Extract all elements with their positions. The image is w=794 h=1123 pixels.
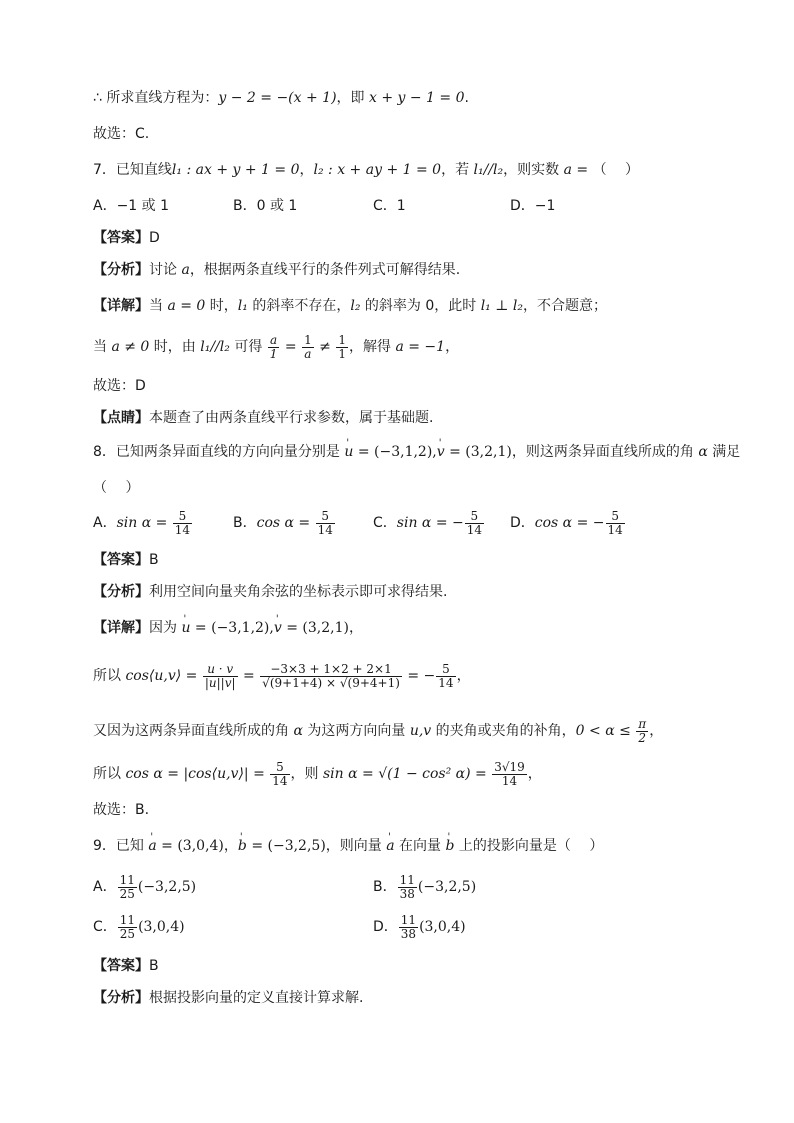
q8-stem: 8．已知两条异面直线的方向向量分别是 ' u = (−3,1,2),' v = (3,2,1)，则这两条异面直线所成的角 α 满足 — [93, 442, 740, 462]
q8-angle-line: 又因为这两条异面直线所成的角 α 为这两方向向量 u,v 的夹角或夹角的补角，0 < α ≤ $\frac{\pi}{2}$ ， — [93, 716, 664, 745]
q8-option-a[interactable]: A．sin α = $\frac{5}{14}$ — [93, 508, 191, 537]
q8-analysis: 【分析】利用空间向量夹角余弦的坐标表示即可求得结果. — [93, 584, 448, 600]
q7-analysis: 【分析】讨论 a，根据两条直线平行的条件列式可解得结果. — [93, 262, 461, 278]
q9-stem: 9．已知 ' a = (3,0,4)，' b = (−3,2,5)，则向量 ' a 在向量 ' b 上的投影向量是（ ） — [93, 836, 603, 856]
q8-select: 故选：B. — [93, 802, 150, 818]
select-line: 故选：C. — [93, 126, 150, 142]
q8-cos-calc: 所以 cos⟨u,v⟩ = $\frac{u \cdot v}{|u||v|}$ = $\frac{-3\times 3 + 1\times 2 + 2\times 1}{√(9+1+4) \times √(9+4+1)}$ = − $\frac{5}{14}$ ， — [93, 661, 471, 690]
q8-option-c[interactable]: C．sin α = − $\frac{5}{14}$ — [373, 508, 483, 537]
q7-case2: 当 a ≠ 0 时，由 l₁//l₂ 可得 $\frac{a}{1}$ = $\frac{1}{a}$ ≠ $\frac{1}{1}$ ，解得 a = −1， — [93, 332, 460, 361]
q9-option-c[interactable]: C． $\frac{11}{25}$ (3,0,4) — [93, 912, 185, 941]
q8-paren: （ ） — [93, 480, 140, 496]
q7-note: 【点睛】本题查了由两条直线平行求参数，属于基础题. — [93, 410, 434, 426]
q8-option-d[interactable]: D．cos α = − $\frac{5}{14}$ — [510, 508, 623, 537]
q8-option-b[interactable]: B．cos α = $\frac{5}{14}$ — [233, 508, 333, 537]
q7-option-c[interactable]: C．1 — [373, 198, 406, 214]
q8-answer: 【答案】B — [93, 552, 159, 568]
q7-option-b[interactable]: B．0 或 1 — [233, 198, 298, 214]
q7-detail: 【详解】当 a = 0 时，l₁ 的斜率不存在，l₂ 的斜率为 0，此时 l₁ ⊥ l₂，不合题意； — [93, 298, 607, 314]
q7-select: 故选：D — [93, 378, 146, 394]
q9-answer: 【答案】B — [93, 958, 159, 974]
q7-option-d[interactable]: D．−1 — [510, 198, 556, 214]
q9-option-b[interactable]: B． $\frac{11}{38}$ (−3,2,5) — [373, 872, 477, 901]
q9-option-a[interactable]: A． $\frac{11}{25}$ (−3,2,5) — [93, 872, 197, 901]
q9-option-d[interactable]: D． $\frac{11}{38}$ (3,0,4) — [373, 912, 466, 941]
q9-analysis: 【分析】根据投影向量的定义直接计算求解. — [93, 990, 364, 1006]
q8-detail: 【详解】因为 ' u = (−3,1,2),' v = (3,2,1)， — [93, 618, 363, 638]
q7-answer: 【答案】D — [93, 230, 160, 246]
q8-sin-calc: 所以 cos α = |cos⟨u,v⟩| = $\frac{5}{14}$ ，则 sin α = √(1 − cos² α) = $\frac{3√19}{14}$ ， — [93, 759, 542, 788]
q7-stem: 7．已知直线l₁ : ax + y + 1 = 0，l₂ : x + ay + 1 = 0，若 l₁//l₂，则实数 a = （ ） — [93, 162, 640, 178]
q7-option-a[interactable]: A．−1 或 1 — [93, 198, 170, 214]
conclusion-line: ∴ 所求直线方程为：y − 2 = −(x + 1)，即 x + y − 1 = 0. — [93, 90, 469, 106]
